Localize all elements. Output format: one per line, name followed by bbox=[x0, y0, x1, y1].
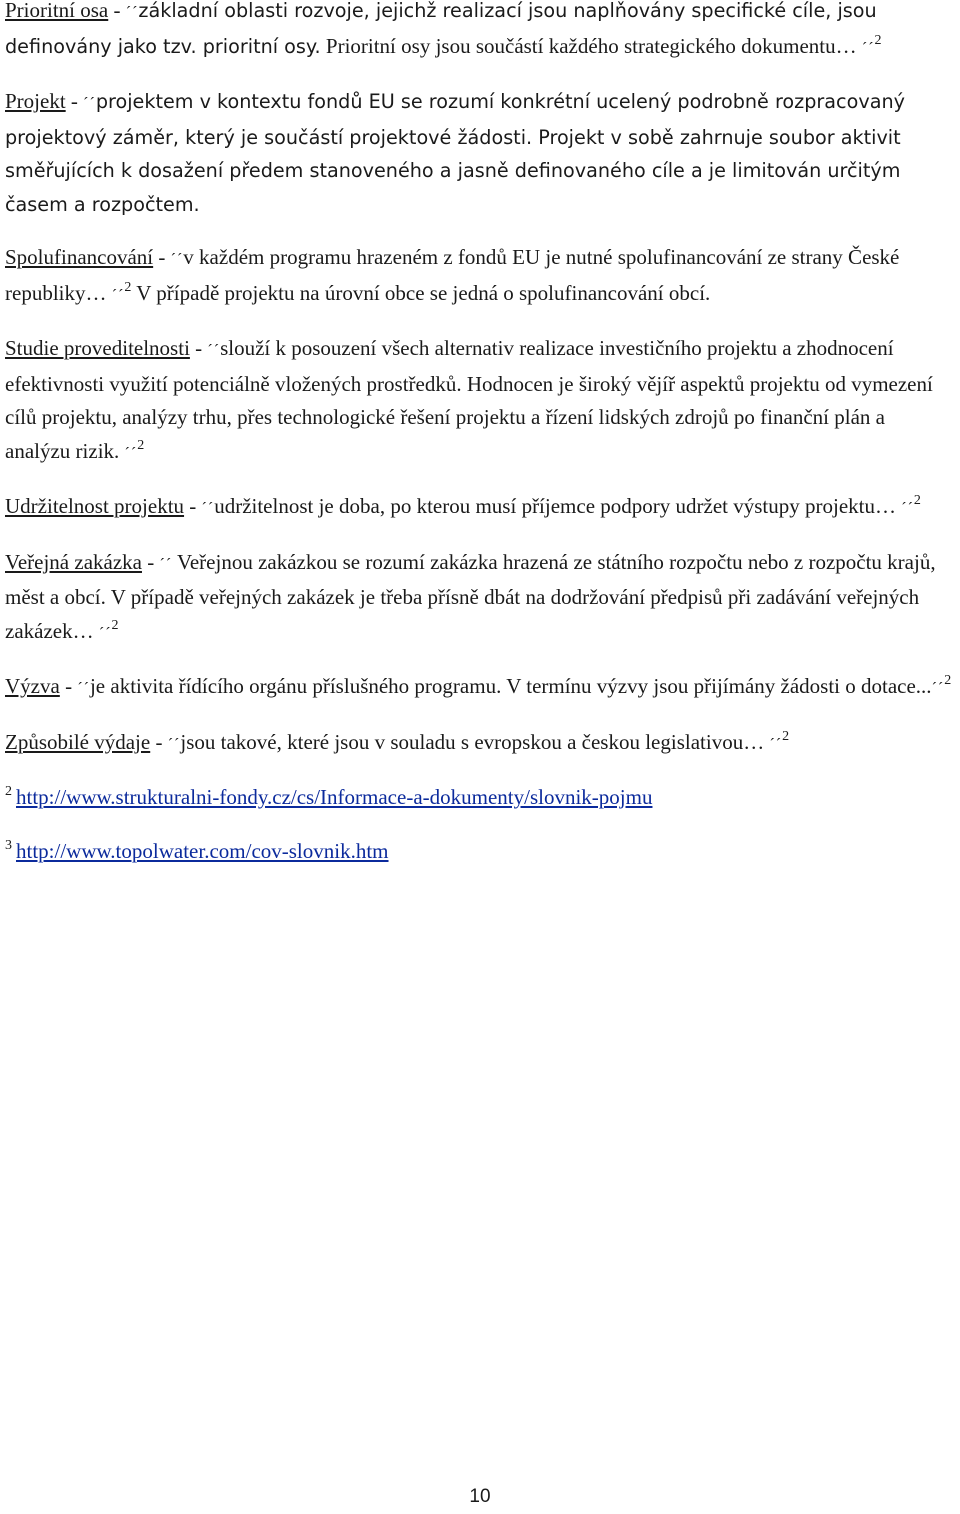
glossary-definition: v každém programu hrazeném z fondů EU je nutné spolufinancování ze strany České republiky… bbox=[5, 245, 900, 305]
glossary-term: Spolufinancování bbox=[5, 245, 154, 269]
glossary-definition: slouží k posouzení všech alternativ realizace investičního projektu a zhodnocení efektivnosti využití potenciálně vložených prostředků. Hodnocen je široký vějíř aspektů projektu od vymezení cílů projektu, analýzy trhu, přes technologické řešení projektu a řízení lidských zdrojů po finanční plán a analýzu rizik. bbox=[5, 336, 933, 463]
glossary-entry-projekt bbox=[5, 85, 955, 221]
separator: - bbox=[150, 729, 168, 754]
glossary-definition: Veřejnou zakázkou se rozumí zakázka hrazená ze státního rozpočtu nebo z rozpočtu krajů, měst a obcí. V případě veřejných zakázek je třeba přísně dbát na dodržování předpisů při zadávání veřejných zakázek… bbox=[5, 549, 936, 643]
quote-mark: ´´ bbox=[931, 680, 945, 697]
quote-mark: ´´ bbox=[125, 4, 139, 21]
separator: - bbox=[153, 245, 171, 269]
quote-mark: ´´ bbox=[207, 342, 221, 359]
separator: - bbox=[189, 336, 208, 360]
footnote-reference: 2 bbox=[111, 617, 119, 633]
footnote-reference: 2 bbox=[782, 728, 790, 744]
footnote-2 bbox=[5, 781, 955, 815]
glossary-term: Výzva bbox=[5, 674, 60, 698]
footnote-3 bbox=[5, 835, 955, 869]
footnote-reference: 2 bbox=[874, 32, 882, 48]
quote-mark: ´´ bbox=[98, 624, 112, 642]
footnote-reference: 2 bbox=[124, 279, 132, 295]
glossary-term: Projekt bbox=[5, 89, 66, 113]
glossary-term: Prioritní osa bbox=[5, 0, 109, 22]
glossary-entry-zpusobile-vydaje bbox=[5, 726, 955, 762]
page-number: 10 bbox=[469, 1486, 491, 1507]
separator: - bbox=[108, 0, 126, 22]
quote-mark: ´´ bbox=[124, 444, 138, 462]
quote-mark: ´´ bbox=[901, 500, 914, 517]
glossary-term: Způsobilé výdaje bbox=[5, 729, 151, 754]
footnote-link[interactable]: http://www.topolwater.com/cov-slovnik.htm bbox=[16, 838, 389, 863]
glossary-definition: jsou takové, které jsou v souladu s evropskou a českou legislativou… bbox=[180, 729, 770, 754]
glossary-term: Veřejná zakázka bbox=[5, 549, 142, 574]
glossary-entry-studie-proveditelnosti bbox=[5, 332, 955, 470]
quote-mark: ´´ bbox=[83, 95, 96, 112]
footnote-number: 2 bbox=[5, 784, 12, 799]
glossary-term: Studie proveditelnosti bbox=[5, 336, 190, 360]
quote-mark: ´´ bbox=[769, 735, 783, 753]
glossary-definition: základní oblasti rozvoje, jejichž realizací jsou naplňovány specifické cíle, jsou definovány jako tzv. prioritní osy. bbox=[5, 0, 877, 58]
footnote-number: 3 bbox=[5, 837, 12, 853]
quote-mark: ´´ bbox=[170, 251, 184, 268]
footnote-link[interactable]: http://www.strukturalni-fondy.cz/cs/Informace-a-dokumenty/slovnik-pojmu bbox=[16, 785, 653, 809]
quote-mark: ´´ bbox=[159, 555, 173, 573]
glossary-entry-prioritni-osa bbox=[5, 0, 955, 65]
glossary-entry-verejna-zakazka bbox=[5, 546, 955, 651]
footnote-reference: 2 bbox=[913, 493, 921, 508]
glossary-definition-continued: V případě projektu na úrovní obce se jedná o spolufinancování obcí. bbox=[131, 280, 711, 305]
glossary-term: Udržitelnost projektu bbox=[5, 494, 185, 518]
glossary-entry-spolufinancovani bbox=[5, 241, 955, 312]
separator: - bbox=[59, 674, 78, 698]
glossary-definition: projektem v kontextu fondů EU se rozumí konkrétní ucelený podrobně rozpracovaný projektový záměr, který je součástí projektové žádosti. Projekt v sobě zahrnuje soubor aktivit směřujících k dosažení předem stanoveného a jasně definovaného cíle a je limitován určitým časem a rozpočtem. bbox=[5, 90, 905, 216]
quote-mark: ´´ bbox=[111, 286, 125, 304]
footnote-reference: 2 bbox=[137, 437, 145, 453]
document-page bbox=[5, 0, 955, 888]
quote-mark: ´´ bbox=[861, 39, 875, 57]
glossary-entry-vyzva bbox=[5, 670, 955, 706]
separator: - bbox=[141, 549, 160, 574]
glossary-definition: je aktivita řídícího orgánu příslušného programu. V termínu výzvy jsou přijímány žádosti o dotace... bbox=[89, 674, 932, 698]
glossary-definition: Prioritní osy jsou součástí každého strategického dokumentu… bbox=[320, 33, 862, 58]
footnote-reference: 2 bbox=[944, 673, 952, 688]
quote-mark: ´´ bbox=[167, 735, 181, 753]
glossary-entry-udrzitelnost-projektu bbox=[5, 490, 955, 526]
separator: - bbox=[184, 494, 202, 518]
glossary-definition: udržitelnost je doba, po kterou musí příjemce podpory udržet výstupy projektu… bbox=[214, 494, 902, 518]
quote-mark: ´´ bbox=[77, 680, 90, 697]
separator: - bbox=[65, 89, 84, 113]
quote-mark: ´´ bbox=[201, 500, 215, 517]
